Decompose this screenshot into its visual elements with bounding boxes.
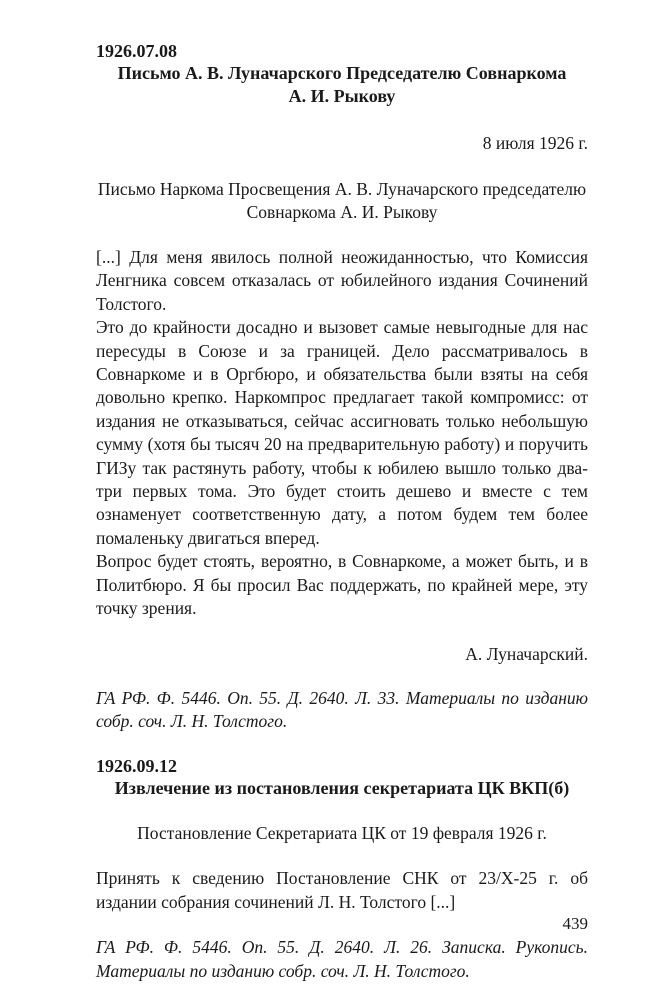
page-content	[96, 40, 588, 983]
doc1-source: ГА РФ. Ф. 5446. Оп. 55. Д. 2640. Л. 33. Материалы по изданию собр. соч. Л. Н. Толстого.	[96, 687, 588, 731]
doc1-dateline: 8 июля 1926 г.	[482, 133, 588, 153]
doc1-title-line2: А. И. Рыкову	[288, 86, 396, 106]
doc1-paragraph-3: Вопрос будет стоять, вероятно, в Совнаркоме, а может быть, и в Политбюро. Я бы просил Вас поддержать, по крайней мере, эту точку зрения.	[96, 551, 588, 619]
doc1-subtitle-line2: Совнаркома А. И. Рыкову	[246, 202, 438, 222]
page-number: 439	[562, 914, 588, 933]
doc2-subtitle: Постановление Секретариата ЦК от 19 февраля 1926 г.	[137, 823, 547, 844]
doc2-date: 1926.09.12	[96, 756, 177, 777]
doc1-title-line1: Письмо А. В. Луначарского Председателю Совнаркома	[117, 63, 567, 83]
doc1-date: 1926.07.08	[96, 41, 177, 61]
doc2-source: ГА РФ. Ф. 5446. Оп. 55. Д. 2640. Л. 26. Записка. Рукопись. Материалы по изданию собр. соч. Л. Н. Толстого.	[96, 937, 588, 981]
doc1-paragraph-1: [...] Для меня явилось полной неожиданностью, что Комиссия Ленгника совсем отказалась от юбилейного издания Сочинений Толстого.	[96, 247, 588, 314]
doc2-title: Извлечение из постановления секретариата ЦК ВКП(б)	[114, 778, 570, 799]
doc1-signature: А. Луначарский.	[465, 643, 588, 664]
doc2-paragraph: Принять к сведению Постановление СНК от 23/X-25 г. об издании собрания сочинений Л. Н. Толстого [...]	[96, 868, 588, 912]
doc1-paragraph-2: Это до крайности досадно и вызовет самые невыгодные для нас пересуды в Союзе и за границей. Дело рассматривалось в Совнаркоме и в Оргбюро, и обязательства были взяты на себя довольно крепко. Наркомпрос предлагает такой компромисс: от издания не отказываться, сейчас ассигновать только небольшую сумму (хотя бы тысяч 20 на предварительную работу) и поручить ГИЗу так растянуть работу, чтобы к юбилею вышло только два-три первых тома. Это будет стоить дешево и вместе с тем ознаменует соответственную дату, а потом будем тем более помаленьку двигаться вперед.	[96, 317, 588, 548]
doc1-subtitle-line1: Письмо Наркома Просвещения А. В. Луначарского председателю	[97, 179, 587, 199]
